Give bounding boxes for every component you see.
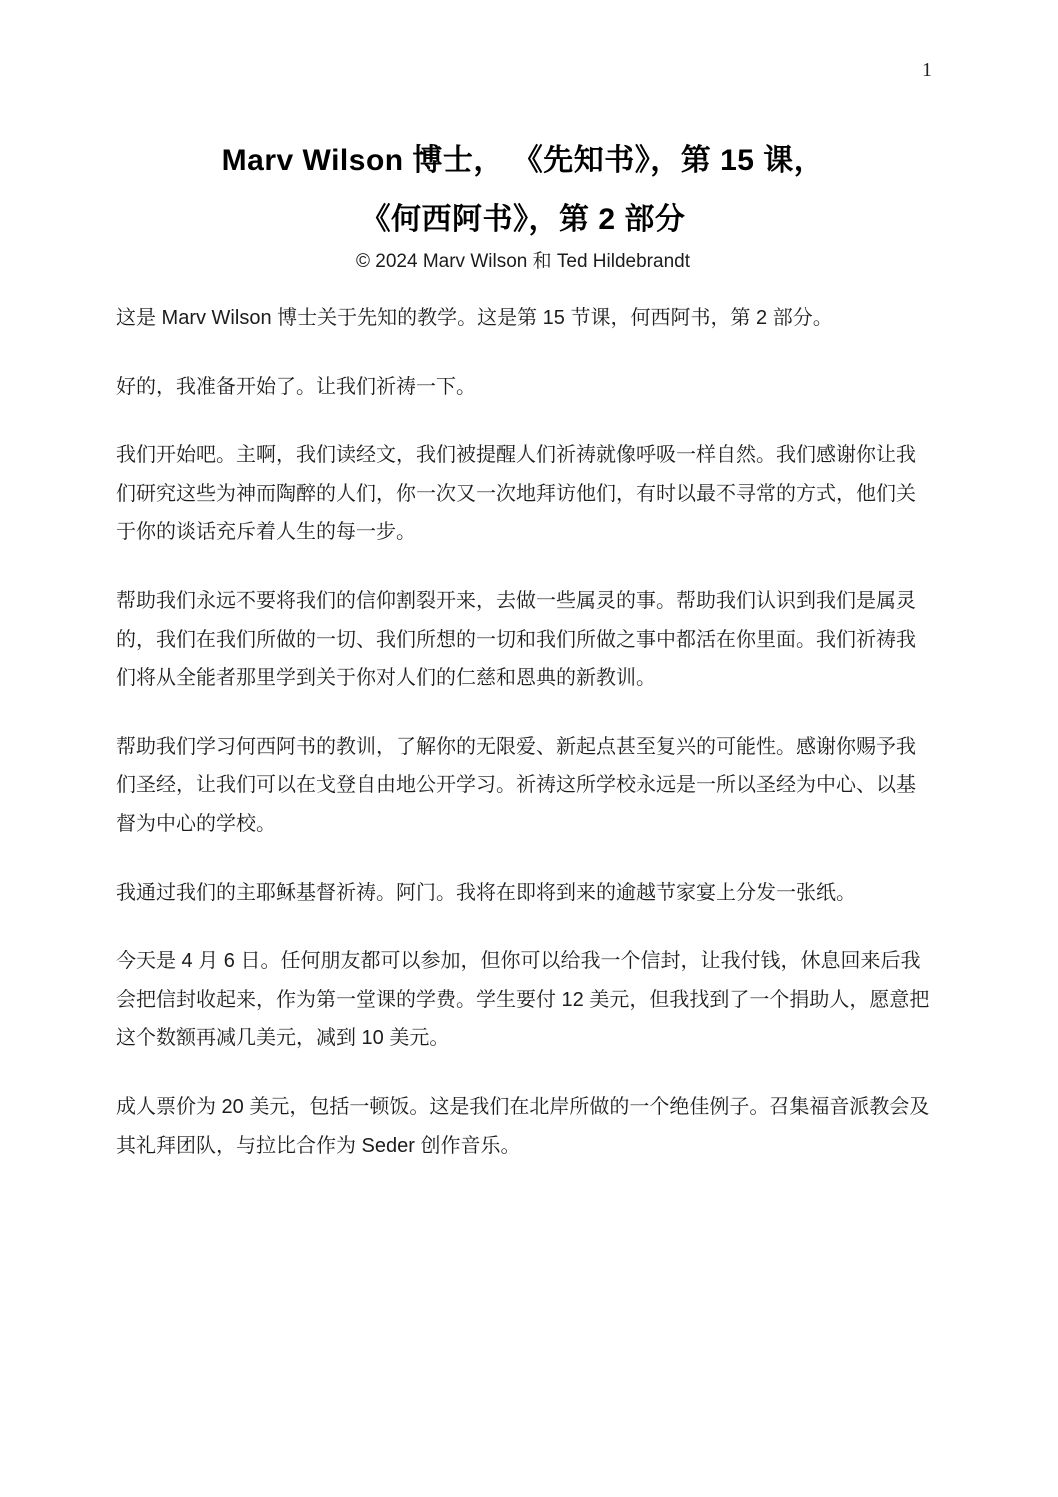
paragraph-5: 帮助我们学习何西阿书的教训，了解你的无限爱、新起点甚至复兴的可能性。感谢你赐予我们圣经，让我们可以在戈登自由地公开学习。祈祷这所学校永远是一所以圣经为中心、以基督为中心的学校。 — [116, 735, 916, 835]
title-line-1: Marv Wilson 博士， 《先知书》，第 15 课， — [221, 144, 825, 177]
title-line-2: 《何西阿书》，第 2 部分 — [360, 203, 686, 236]
paragraph-6: 我通过我们的主耶稣基督祈祷。阿门。我将在即将到来的逾越节家宴上分发一张纸。 — [116, 881, 856, 904]
copyright-line: © 2024 Marv Wilson 和 Ted Hildebrandt — [356, 251, 690, 272]
document-title — [116, 0, 930, 249]
paragraph-8: 成人票价为 20 美元，包括一顿饭。这是我们在北岸所做的一个绝佳例子。召集福音派教会及其礼拜团队，与拉比合作为 Seder 创作音乐。 — [116, 1095, 930, 1157]
paragraph-2: 好的，我准备开始了。让我们祈祷一下。 — [116, 375, 476, 398]
paragraph-1: 这是 Marv Wilson 博士关于先知的教学。这是第 15 节课，何西阿书，第 2 部分。 — [116, 307, 833, 329]
page-number: 1 — [922, 59, 932, 81]
paragraph-7: 今天是 4 月 6 日。任何朋友都可以参加，但你可以给我一个信封，让我付钱，休息回来后我会把信封收起来，作为第一堂课的学费。学生要付 12 美元，但我找到了一个捐助人，愿意把这个数额再减几美元，减到 10 美元。 — [116, 950, 930, 1050]
document-body — [116, 299, 930, 1165]
paragraph-4: 帮助我们永远不要将我们的信仰割裂开来，去做一些属灵的事。帮助我们认识到我们是属灵的，我们在我们所做的一切、我们所想的一切和我们所做之事中都活在你里面。我们祈祷我们将从全能者那里学到关于你对人们的仁慈和恩典的新教训。 — [116, 589, 916, 690]
paragraph-3: 我们开始吧。主啊，我们读经文，我们被提醒人们祈祷就像呼吸一样自然。我们感谢你让我们研究这些为神而陶醉的人们，你一次又一次地拜访他们，有时以最不寻常的方式，他们关于你的谈话充斥着人生的每一步。 — [116, 444, 916, 544]
